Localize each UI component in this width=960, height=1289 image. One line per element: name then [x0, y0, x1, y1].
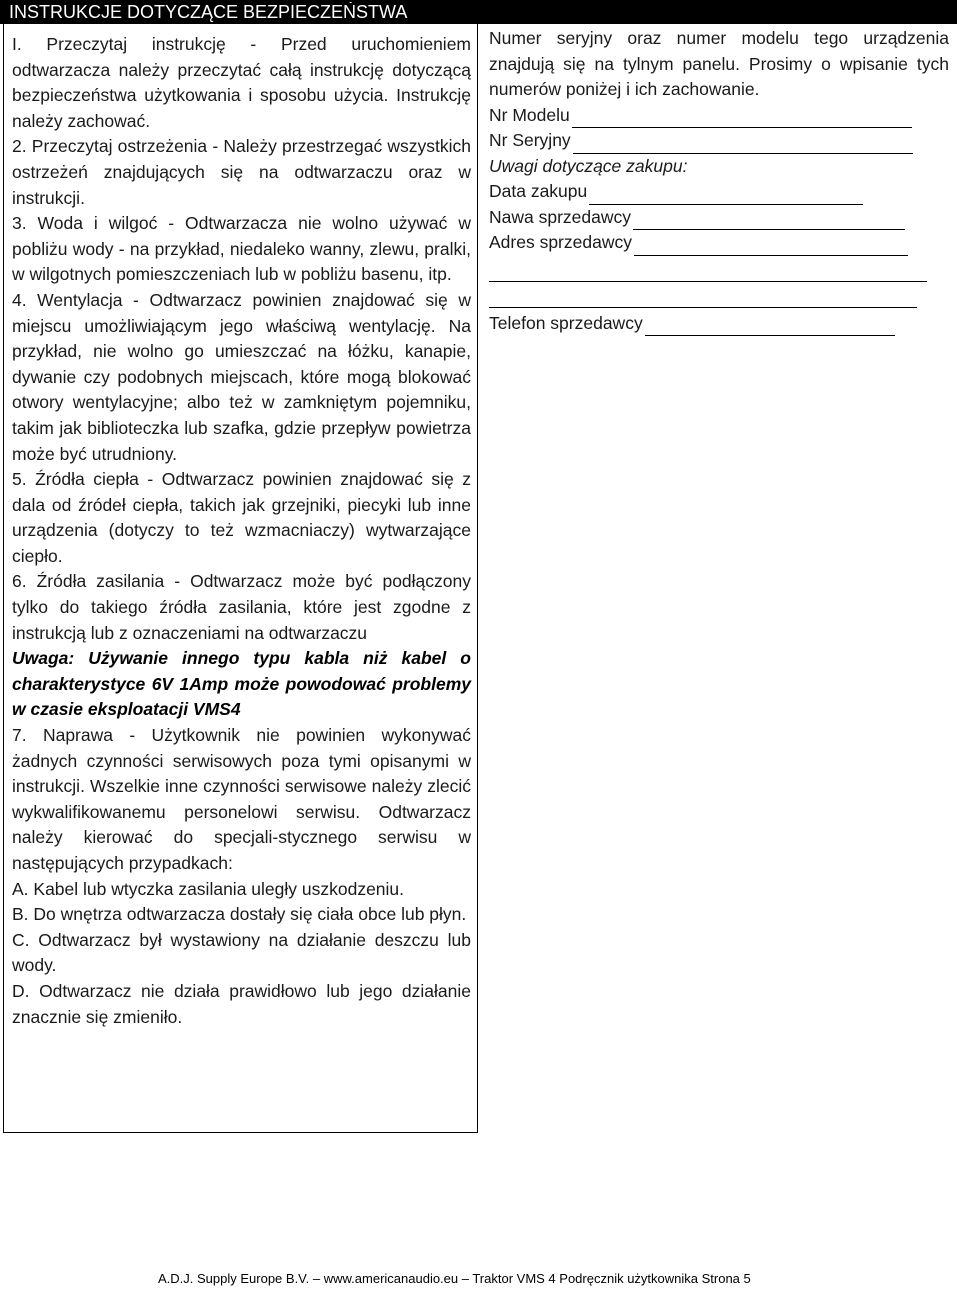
instruction-paragraph-6: 6. Źródła zasilania - Odtwarzacz może być podłączony tylko do takiego źródła zasilania, które jest zgodne z instrukcją lub z oznaczeniami na odtwarzaczu	[12, 571, 471, 643]
instruction-paragraph-4: 4. Wentylacja - Odtwarzacz powinien znajdować się w miejscu umożliwiającym jego właściwą wentylację. Na przykład, nie wolno go umieszczać na łóżku, kanapie, dywanie czy podobnych miejscach, które mogą blokować otwory wentylacyjne; albo też w zamkniętym pojemniku, takim jak biblioteczka lub szafka, gdzie przepływ powietrza może być utrudniony.	[12, 289, 471, 464]
seller-phone-label: Telefon sprzedawcy	[489, 312, 643, 333]
service-case-a: A. Kabel lub wtyczka zasilania uległy uszkodzeniu.	[12, 878, 405, 899]
service-case-d: D. Odtwarzacz nie działa prawidłowo lub jego działanie znacznie się zmieniło.	[12, 980, 471, 1027]
service-case-b: B. Do wnętrza odtwarzacza dostały się ciała obce lub płyn.	[12, 904, 467, 925]
serial-number-field	[489, 128, 949, 154]
seller-phone-field	[489, 311, 949, 337]
page-footer: A.D.J. Supply Europe B.V. – www.americanaudio.eu – Traktor VMS 4 Podręcznik użytkownika Strona 5	[158, 1271, 751, 1286]
serial-number-blank	[573, 134, 913, 154]
model-number-blank	[572, 108, 912, 128]
serial-number-intro: Numer seryjny oraz numer modelu tego urządzenia znajdują się na tylnym panelu. Prosimy o wpisanie tych numerów poniżej i ich zachowanie.	[489, 28, 949, 99]
serial-number-label: Nr Seryjny	[489, 130, 571, 150]
instruction-paragraph-3: 3. Woda i wilgoć - Odtwarzacza nie wolno używać w pobliżu wody - na przykład, niedaleko wanny, zlewu, pralki, w wilgotnych pomieszczeniach lub w pobliżu basenu, itp.	[12, 213, 471, 285]
seller-address-blank-line-3	[489, 288, 917, 308]
instruction-paragraph-7: 7. Naprawa - Użytkownik nie powinien wykonywać żadnych czynności serwisowych poza tymi opisanymi w instrukcji. Wszelkie inne czynności serwisowe należy zlecić wykwalifikowanemu personelowi serwisu. Odtwarzacz należy kierować do specjali-stycznego serwisu w następujących przypadkach:	[12, 725, 471, 873]
seller-phone-blank	[645, 316, 895, 336]
seller-address-label: Adres sprzedawcy	[489, 232, 632, 252]
purchase-notes-heading	[489, 154, 949, 180]
purchase-date-label: Data zakupu	[489, 181, 588, 201]
seller-name-field	[489, 205, 949, 231]
purchase-date-field	[489, 179, 949, 205]
seller-address-blank-line-2	[489, 262, 927, 282]
seller-address-blank	[634, 236, 908, 256]
cable-warning: Uwaga: Używanie innego typu kabla niż kabel o charakterystyce 6V 1Amp może powodować problemy w czasie eksploatacji VMS4	[12, 648, 471, 720]
seller-address-field	[489, 230, 949, 256]
purchase-notes-label: Uwagi dotyczące zakupu:	[489, 155, 688, 176]
instruction-paragraph-1: I. Przeczytaj instrukcję - Przed uruchomieniem odtwarzacza należy przeczytać całą instrukcję dotyczącą bezpieczeństwa użytkowania i sposobu użycia. Instrukcję należy zachować.	[12, 34, 471, 131]
instruction-paragraph-5: 5. Źródła ciepła - Odtwarzacz powinien znajdować się z dala od źródeł ciepła, takich jak grzejniki, piecyki lub inne urządzenia (dotyczy to też wzmacniaczy) wytwarzające ciepło.	[12, 469, 471, 566]
service-case-c: C. Odtwarzacz był wystawiony na działanie deszczu lub wody.	[12, 929, 471, 976]
section-title: INSTRUKCJE DOTYCZĄCE BEZPIECZEŃSTWA	[9, 2, 408, 22]
purchase-record-section	[489, 26, 949, 336]
instruction-paragraph-2: 2. Przeczytaj ostrzeżenia - Należy przestrzegać wszystkich ostrzeżeń znajdujących się na odtwarzaczu oraz w instrukcji.	[12, 136, 471, 208]
model-number-field	[489, 103, 949, 129]
model-number-label: Nr Modelu	[489, 104, 570, 125]
purchase-date-blank	[589, 185, 863, 205]
safety-instructions-text	[12, 32, 471, 1030]
seller-name-label: Nawa sprzedawcy	[489, 206, 631, 227]
seller-name-blank	[633, 210, 905, 230]
